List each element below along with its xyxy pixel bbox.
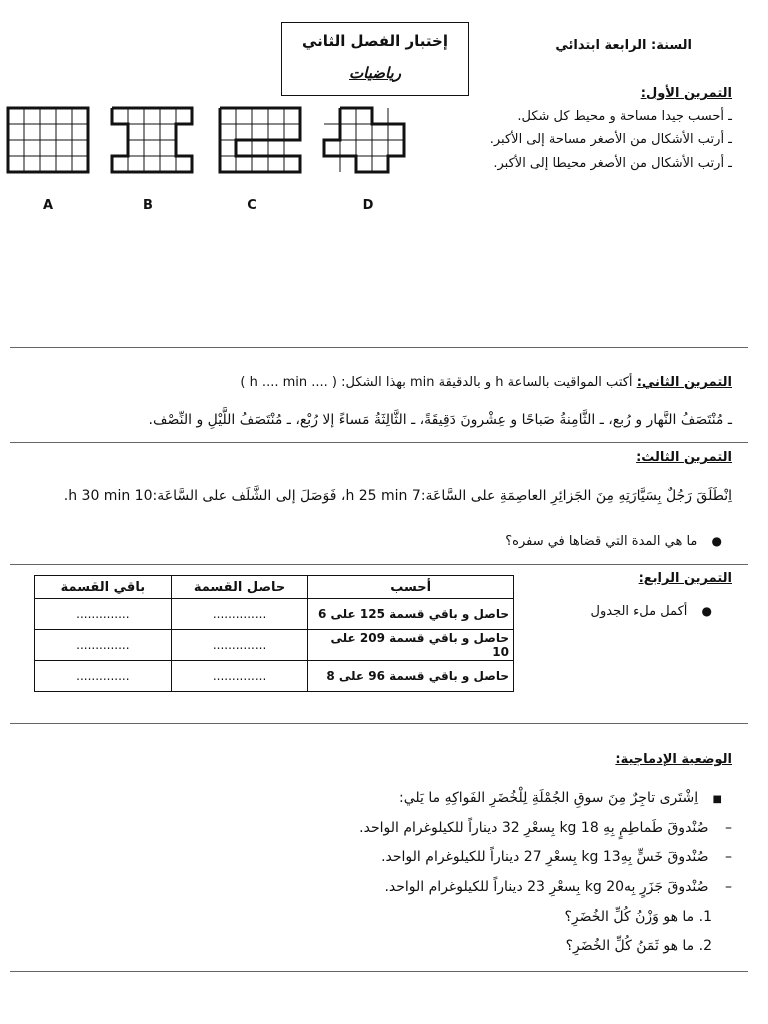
shape-label-a: A: [42, 198, 54, 213]
integ-item: صُنْدوقَ طَماطِمٍ بِهِ 18 kg بِسعْرِ 32 ديناراً للكيلوغرام الواحد.: [359, 820, 709, 836]
ex1-line-2: ـ أرتب الأشكال من الأصغر مساحة إلى الأكبر.: [489, 132, 732, 147]
square-bullet: ■: [712, 794, 722, 805]
quotient-blank: ..............: [171, 630, 308, 661]
ex3-question-row: [505, 534, 722, 549]
quotient-blank: ..............: [171, 661, 308, 692]
shapes-figure: [0, 100, 440, 180]
table-row: [35, 661, 514, 692]
school-year: السنة: الرابعة ابتدائي: [555, 38, 692, 53]
shape-label-b: B: [143, 198, 153, 213]
shape-label-d: D: [362, 198, 374, 213]
ex2-instruction: أكتب المواقيت بالساعة h و بالدقيقة min بهذا الشكل: ( .... h .... min ): [240, 375, 633, 390]
division-table: [34, 575, 514, 692]
dash: –: [725, 849, 732, 865]
row-question: حاصل و باقي قسمة 96 على 8: [308, 661, 514, 692]
ex2-items: ـ مُنْتَصَفُ النَّهار و رُبع، ـ الثَّامِنةُ صَباحًا و عِشْرونَ دَقِيقَةً، ـ الثَّالِثَةُ مَساءً إلا رُبْع، ـ مُنْتَصَفُ اللَّيْلِ و النِّصْف.: [148, 412, 732, 428]
divider-2: [10, 442, 748, 443]
ex3-text: اِنْطَلَقَ رَجُلٌ بِسَيَّارَتِهِ مِنَ الجَزائِرِ العاصِمَةِ على السَّاعَة:7 h 25 min، فَوَصَلَ إلى الشَّلَف على السَّاعَة:10 h 30 min.: [63, 488, 732, 504]
remainder-blank: ..............: [35, 630, 172, 661]
integ-item: صُنْدوقَ خَسٍّ بِهِ13 kg بِسعْرِ 27 ديناراً للكيلوغرام الواحد.: [381, 849, 709, 865]
col-header-compute: أحسب: [308, 576, 514, 599]
row-question: حاصل و باقي قسمة 125 على 6: [308, 599, 514, 630]
ex4-instruction-row: [591, 604, 712, 619]
ex1-title: التمرين الأول:: [640, 86, 732, 101]
shape-c: [220, 108, 300, 172]
table-row: [35, 630, 514, 661]
ex3-question: ما هي المدة التي قضاها في سفره؟: [505, 534, 698, 549]
integ-intro: اِشْتَرى تاجِرٌ مِنَ سوقِ الجُمْلَةِ لِلْخُضَرِ الفَواكِهِ ما يَلي:: [399, 790, 699, 806]
integ-question-1: 1. ما هو وَزْنُ كُلِّ الخُضَرِ؟: [564, 909, 712, 925]
integ-title: الوضعية الإدماجية:: [615, 752, 732, 767]
ex1-line-1: ـ أحسب جيدا مساحة و محيط كل شكل.: [517, 109, 732, 124]
integ-item-row-2: [381, 849, 732, 865]
integ-intro-row: [399, 790, 722, 806]
subject-title: رياضيات: [349, 64, 401, 82]
table-row: [35, 599, 514, 630]
ex1-line-3: ـ أرتب الأشكال من الأصغر محيطا إلى الأكبر.: [493, 156, 732, 171]
exam-title: إختبار الفصل الثاني: [302, 32, 448, 50]
bullet: ●: [701, 604, 712, 618]
ex4-instruction: أكمل ملء الجدول: [590, 604, 688, 619]
bullet: ●: [711, 534, 722, 548]
divider-4: [10, 723, 748, 724]
remainder-blank: ..............: [35, 599, 172, 630]
divider-3: [10, 564, 748, 565]
shape-a: [8, 108, 88, 172]
shape-d: [324, 108, 404, 172]
row-question: حاصل و باقي قسمة 209 على 10: [308, 630, 514, 661]
ex2-title: التمرين الثاني:: [636, 375, 732, 390]
integ-question-2: 2. ما هو ثَمَنُ كُلِّ الخُضَرِ؟: [565, 938, 712, 954]
col-header-quotient: حاصل القسمة: [171, 576, 308, 599]
shape-label-c: C: [247, 198, 257, 213]
ex2-header: [212, 375, 732, 390]
integ-item: صُنْدوقَ جَزَرٍ بِه20 kg بِسعْرِ 23 ديناراً للكيلوغرام الواحد.: [384, 879, 709, 895]
ex4-title: التمرين الرابع:: [638, 571, 732, 586]
quotient-blank: ..............: [171, 599, 308, 630]
dash: –: [725, 820, 732, 836]
shape-b: [112, 108, 192, 172]
table-header-row: [35, 576, 514, 599]
dash: –: [725, 879, 732, 895]
divider-5: [10, 971, 748, 972]
col-header-remainder: باقي القسمة: [35, 576, 172, 599]
integ-item-row-1: [359, 820, 732, 836]
remainder-blank: ..............: [35, 661, 172, 692]
integ-item-row-3: [384, 879, 732, 895]
divider-1: [10, 347, 748, 348]
ex3-title: التمرين الثالث:: [636, 450, 732, 465]
